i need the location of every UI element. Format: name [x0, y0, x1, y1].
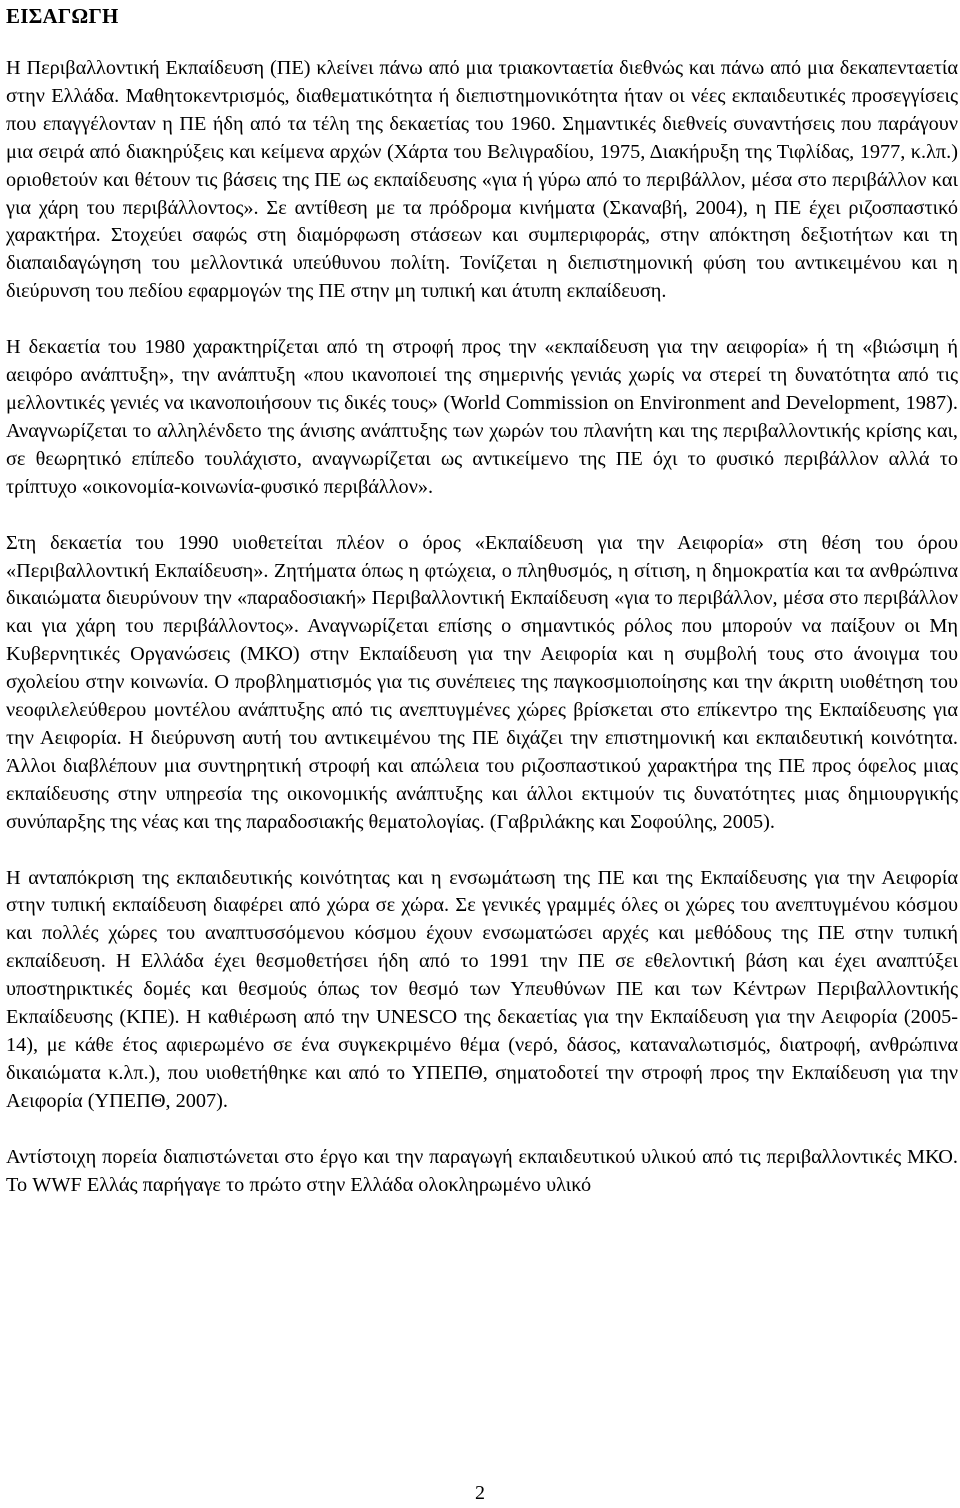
paragraph-educational-response: Η ανταπόκριση της εκπαιδευτικής κοινότητας και η ενσωμάτωση της ΠΕ και της Εκπαίδευσης για την Αειφορία στην τυπική εκπαίδευση διαφέρει από χώρα σε χώρα. Σε γενικές γραμμές όλες οι χώρες του ανεπτυγμένου κόσμου και πολλές χώρες του αναπτυσσόμενου κόσμου έχουν ενσωματώσει αρχές και μεθόδους της ΠΕ στην τυπική εκπαίδευση. Η Ελλάδα έχει θεσμοθετήσει ήδη από το 1991 την ΠΕ σε εθελοντική βάση και έχει αναπτύξει υποστηρικτικές δομές και θεσμούς όπως τον θεσμό των Υπευθύνων ΠΕ και των Κέντρων Περιβαλλοντικής Εκπαίδευσης (ΚΠΕ). Η καθιέρωση από την UNESCO της δεκαετίας για την Εκπαίδευση για την Αειφορία (2005-14), με κάθε έτος αφιερωμένο σε ένα συγκεκριμένο θέμα (νερό, δάσος, καταναλωτισμός, διατροφή, ανθρώπινα δικαιώματα κ.λπ.), που υιοθετήθηκε και από το ΥΠΕΠΘ, σηματοδοτεί την στροφή προς την Εκπαίδευση για την Αειφορία (ΥΠΕΠΘ, 2007). [6, 866, 958, 1112]
document-page [6, 4, 958, 1228]
paragraph-1980s: Η δεκαετία του 1980 χαρακτηρίζεται από τη στροφή προς την «εκπαίδευση για την αειφορία» ή τη «βιώσιμη ή αειφόρο ανάπτυξη», την ανάπτυξη «που ικανοποιεί της σημερινής γενιάς χωρίς να στερεί τη δυνατότητα από τις μελλοντικές γενιές να ικανοποιήσουν τις δικές τους» (World Commission on Environment and Development, 1987). Αναγνωρίζεται το αλληλένδετο της άνισης ανάπτυξης των χωρών του πλανήτη και της περιβαλλοντικής κρίσης και, σε θεωρητικό επίπεδο τουλάχιστο, αναγνωρίζεται ως αντικείμενο της ΠΕ όχι το φυσικό περιβάλλον αλλά το τρίπτυχο «οικονομία-κοινωνία-φυσικό περιβάλλον». [6, 336, 958, 498]
page-title: ΕΙΣΑΓΩΓΗ [6, 4, 119, 28]
page-number: 2 [475, 1482, 485, 1504]
paragraph-1990s: Στη δεκαετία του 1990 υιοθετείται πλέον ο όρος «Εκπαίδευση για την Αειφορία» στη θέση του όρου «Περιβαλλοντική Εκπαίδευση». Ζητήματα όπως η φτώχεια, ο πληθυσμός, η σίτιση, η δημοκρατία και τα ανθρώπινα δικαιώματα διευρύνουν την «παραδοσιακή» Περιβαλλοντική Εκπαίδευση «για το περιβάλλον, μέσα στο περιβάλλον και για χάρη του περιβάλλοντος». Αναγνωρίζεται επίσης ο σημαντικός ρόλος που μπορούν να παίξουν οι Μη Κυβερνητικές Οργανώσεις (ΜΚΟ) στην Εκπαίδευση για την Αειφορία και η συμβολή τους στο άνοιγμα του σχολείου στην κοινωνία. Ο προβληματισμός για τις συνέπειες της παγκοσμιοποίησης και την άκριτη υιοθέτηση του νεοφιλελεύθερου μοντέλου ανάπτυξης από τις ανεπτυγμένες χώρες βρίσκεται στο επίκεντρο της Εκπαίδευσης για την Αειφορία. Η διεύρυνση αυτή του αντικειμένου της ΠΕ διχάζει την επιστημονική και εκπαιδευτική κοινότητα. Άλλοι διαβλέπουν μια συντηρητική στροφή και απώλεια του ριζοσπαστικού χαρακτήρα της ΠΕ προς όφελος μιας εκπαίδευσης στην υπηρεσία της οικονομικής ανάπτυξης και άλλοι εκτιμούν τις δυνατότητες μιας δημιουργικής συνύπαρξης της νέας και της παραδοσιακής θεματολογίας. (Γαβριλάκης και Σοφούλης, 2005). [6, 531, 958, 833]
paragraph-introduction: Η Περιβαλλοντική Εκπαίδευση (ΠΕ) κλείνει πάνω από μια τριακονταετία διεθνώς και πάνω από μια δεκαπενταετία στην Ελλάδα. Μαθητοκεντρισμός, διαθεματικότητα ή διεπιστημονικότητα ήταν οι νέες εκπαιδευτικές προσεγγίσεις που επαγγέλονταν η ΠΕ ήδη από τα τέλη της δεκαετίας του 1960. Σημαντικές διεθνείς συναντήσεις που παράγουν μια σειρά από διακηρύξεις και κείμενα αρχών (Χάρτα του Βελιγραδίου, 1975, Διακήρυξη της Τιφλίδας, 1977, κ.λπ.) οριοθετούν και θέτουν τις βάσεις της ΠΕ ως εκπαίδευσης «για ή γύρω από το περιβάλλον, μέσα στο περιβάλλον και για χάρη του περιβάλλοντος». Σε αντίθεση με τα πρόδρομα κινήματα (Σκαναβή, 2004), η ΠΕ έχει ριζοσπαστικό χαρακτήρα. Στοχεύει σαφώς στη διαμόρφωση στάσεων και συμπεριφοράς, στην απόκτηση δεξιοτήτων και τη διαπαιδαγώγηση του μελλοντικά υπεύθυνου πολίτη. Τονίζεται η διεπιστημονική φύση του αντικειμένου και η διεύρυνση του πεδίου εφαρμογών της ΠΕ στην μη τυπική και άτυπη εκπαίδευση. [6, 57, 958, 303]
paragraph-ngo-materials: Αντίστοιχη πορεία διαπιστώνεται στο έργο και την παραγωγή εκπαιδευτικού υλικού από τις περιβαλλοντικές ΜΚΟ. Το WWF Ελλάς παρήγαγε το πρώτο στην Ελλάδα ολοκληρωμένο υλικό [6, 1145, 958, 1196]
